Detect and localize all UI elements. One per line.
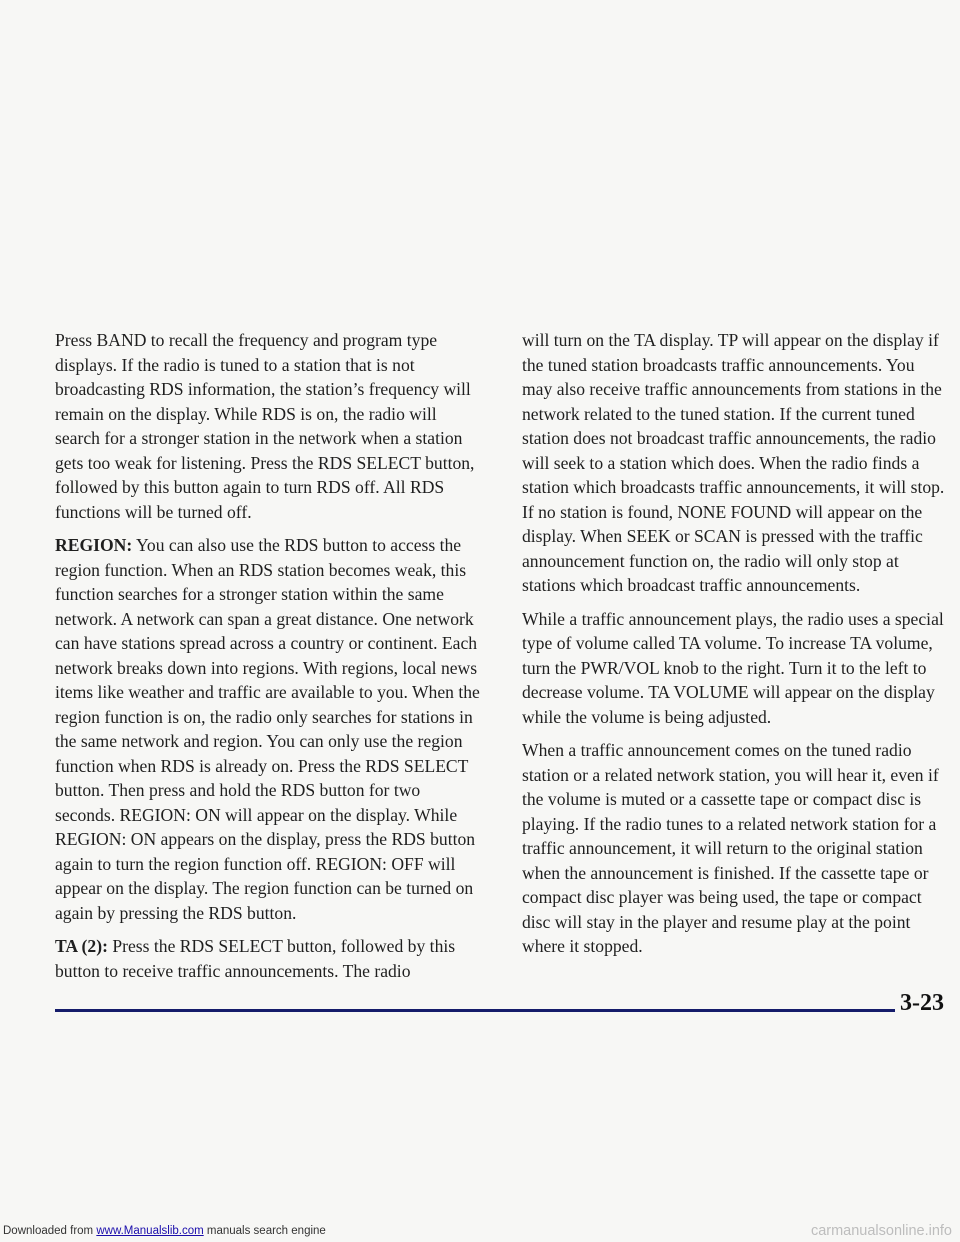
footer-prefix: Downloaded from <box>3 1225 97 1237</box>
page-number: 3-23 <box>900 990 944 1016</box>
region-body: You can also use the RDS button to access the region function. When an RDS station becomes weak, this function searches for a stronger station within the same network. A network can span a great distance. One network can have stations spread across a country or continent. Each network breaks down into regions. With regions, local news items like weather and traffic are available to you. When the region function is on, the radio only searches for stations in the same network and region. You can only use the region function when RDS is already on. Press the RDS SELECT button. Then press and hold the RDS button for two seconds. REGION: ON will appear on the display. While REGION: ON appears on the display, press the RDS button again to turn the region function off. REGION: OFF will appear on the display. The region function can be turned on again by pressing the RDS button. <box>55 535 480 923</box>
footer-rule <box>55 1009 895 1012</box>
left-column <box>55 328 480 992</box>
download-footer <box>3 1225 326 1237</box>
paragraph-ta-volume: While a traffic announcement plays, the radio uses a special type of volume called TA volume. To increase TA volume, turn the PWR/VOL knob to the right. Turn it to the left to decrease volume. TA VOLUME will appear on the display while the volume is being adjusted. <box>522 608 944 727</box>
right-column <box>522 328 947 968</box>
paragraph-region <box>55 533 480 925</box>
footer-suffix: manuals search engine <box>203 1225 326 1237</box>
paragraph-ta <box>55 934 480 983</box>
watermark: carmanualsonline.info <box>810 1223 952 1239</box>
ta-body: Press the RDS SELECT button, followed by this button to receive traffic announcements. The radio <box>55 936 456 981</box>
paragraph-ta-display: will turn on the TA display. TP will appear on the display if the tuned station broadcasts traffic announcements. You may also receive traffic announcements from stations in the network related to the tuned station. If the current tuned station does not broadcast traffic announcements, the radio will seek to a station which does. When the radio finds a station which broadcasts traffic announcements, it will stop. If no station is found, NONE FOUND will appear on the display. When SEEK or SCAN is pressed with the traffic announcement function on, the radio will only stop at stations which broadcast traffic announcements. <box>522 330 945 595</box>
region-heading: REGION: <box>55 535 133 555</box>
manualslib-link[interactable]: www.Manualslib.com <box>96 1225 204 1237</box>
ta-heading: TA (2): <box>55 936 108 956</box>
paragraph-band: Press BAND to recall the frequency and program type displays. If the radio is tuned to a station that is not broadcasting RDS information, the station’s frequency will remain on the display. While RDS is on, the radio will search for a stronger station in the network when a station gets too weak for listening. Press the RDS SELECT button, followed by this button again to turn RDS off. All RDS functions will be turned off. <box>55 330 475 522</box>
paragraph-traffic-announcement: When a traffic announcement comes on the tuned radio station or a related network station, you will hear it, even if the volume is muted or a cassette tape or compact disc is playing. If the radio tunes to a related network station for a traffic announcement, it will return to the original station when the announcement is finished. If the cassette tape or compact disc player was being used, the tape or compact disc will stay in the player and resume play at the point where it stopped. <box>522 740 939 956</box>
